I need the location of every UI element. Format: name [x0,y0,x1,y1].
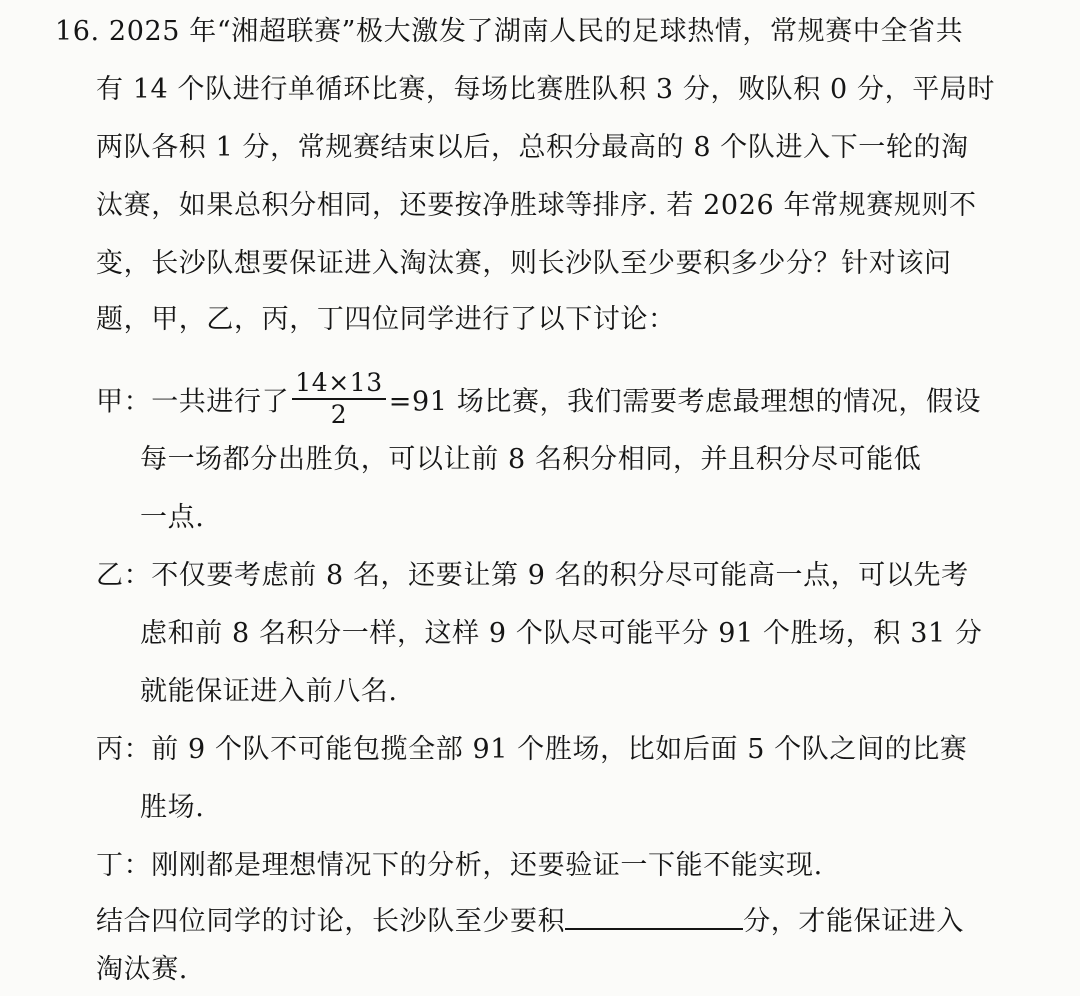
fraction [292,368,386,430]
yi-statement-line-2: 虑和前 8 名积分一样，这样 9 个队尽可能平分 91 个胜场，积 31 分 [140,618,983,649]
yi-statement-line-3: 就能保证进入前八名. [140,676,398,707]
problem-line-2: 有 14 个队进行单循环比赛，每场比赛胜队积 3 分，败队积 0 分，平局时 [96,74,996,105]
answer-blank[interactable] [565,902,743,930]
fraction-numerator: 14×13 [292,368,386,400]
conclusion-before-blank: 结合四位同学的讨论，长沙队至少要积 [96,906,566,937]
conclusion-line-2: 淘汰赛. [96,954,188,985]
conclusion-after-blank: 分，才能保证进入 [743,906,965,937]
jia-statement-line-2: 每一场都分出胜负，可以让前 8 名积分相同，并且积分尽可能低 [140,444,922,475]
jia-suffix: =91 场比赛，我们需要考虑最理想的情况，假设 [388,386,982,418]
yi-statement-line-1: 乙：不仅要考虑前 8 名，还要让第 9 名的积分尽可能高一点，可以先考 [96,560,969,591]
problem-line-6: 题，甲，乙，丙，丁四位同学进行了以下讨论： [96,304,676,335]
problem-line-4: 汰赛，如果总积分相同，还要按净胜球等排序. 若 2026 年常规赛规则不 [96,190,977,221]
problem-line-5: 变，长沙队想要保证进入淘汰赛，则长沙队至少要积多少分？针对该问 [96,248,952,279]
jia-statement-line-1 [96,368,982,434]
jia-statement-line-3: 一点. [140,502,205,533]
conclusion-line-1 [96,902,964,940]
bing-statement-line-2: 胜场. [140,792,205,823]
bing-statement-line-1: 丙：前 9 个队不可能包揽全部 91 个胜场，比如后面 5 个队之间的比赛 [96,734,968,765]
problem-line-1: 16. 2025 年“湘超联赛”极大激发了湖南人民的足球热情，常规赛中全省共 [55,16,964,47]
problem-line-3: 两队各积 1 分，常规赛结束以后，总积分最高的 8 个队进入下一轮的淘 [96,132,969,163]
jia-prefix: 甲：一共进行了 [96,386,290,418]
ding-statement-line-1: 丁：刚刚都是理想情况下的分析，还要验证一下能不能实现. [96,850,823,881]
fraction-denominator: 2 [330,400,348,429]
